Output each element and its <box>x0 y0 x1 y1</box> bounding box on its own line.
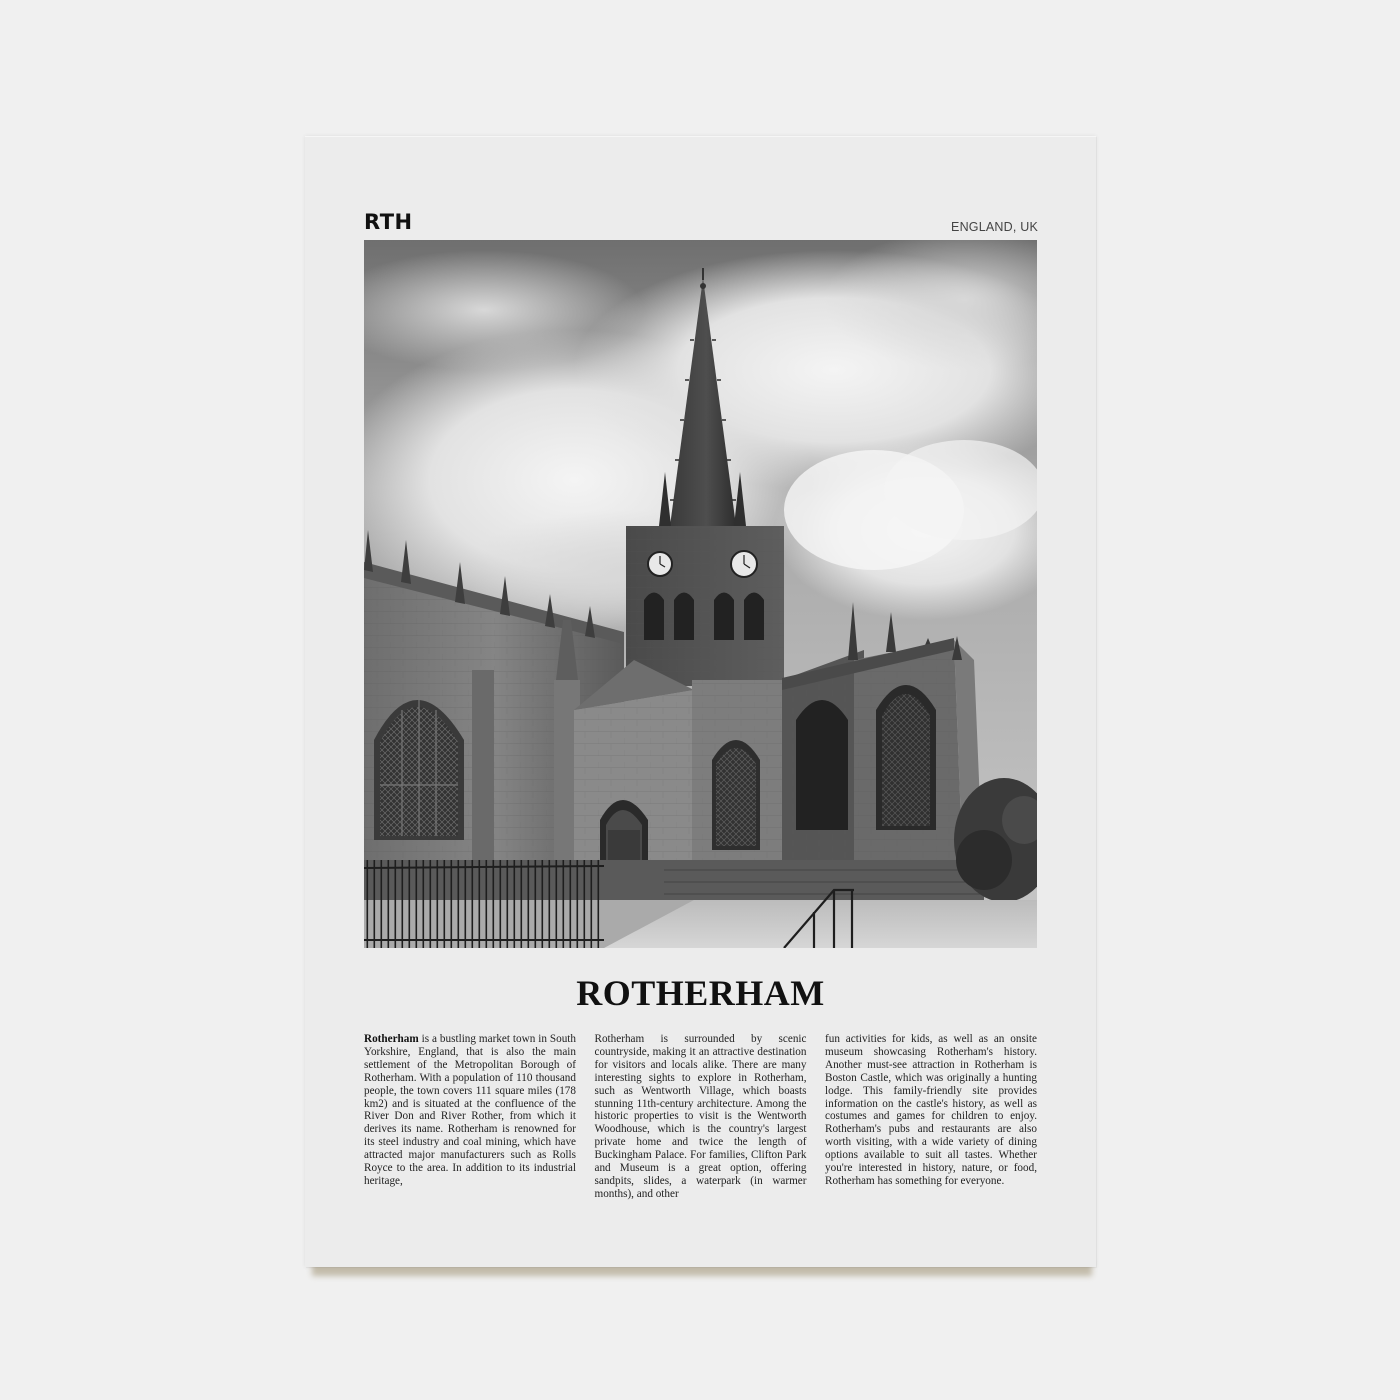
city-code: RTH <box>364 210 413 234</box>
description-column-1-text: is a bustling market town in South Yorkshire, England, that is also the main settlement of the Metropolitan Borough of Rotherham. With a population of 110 thousand people, the town covers 111 square miles (178 km2) and is situated at the confluence of the River Don and River Rother, from which it derives its name. Rotherham is renowned for its steel industry and coal mining, which have attracted major manufacturers such as Rolls Royce to the area. In addition to its industrial heritage, <box>364 1033 576 1187</box>
description-column-2: Rotherham is surrounded by scenic countryside, making it an attractive destination for visitors and locals alike. There are many interesting sights to explore in Rotherham, such as Wentworth Village, which boasts stunning 11th-century architecture. Among the historic properties to visit is the Wentworth Woodhouse, which is the country's largest private home and twice the length of Buckingham Palace. For families, Clifton Park and Museum is a great option, offering sandpits, slides, a waterpark (in warmer months), and other <box>594 1033 807 1200</box>
description-columns <box>364 1033 1037 1201</box>
location-label: ENGLAND, UK <box>951 220 1038 234</box>
description-column-1 <box>364 1033 576 1201</box>
poster <box>305 136 1096 1267</box>
church-photo <box>364 240 1037 948</box>
description-lead: Rotherham <box>364 1033 419 1045</box>
description-column-3: fun activities for kids, as well as an onsite museum showcasing Rotherham's history. Another must-see attraction in Rotherham is Boston Castle, which was originally a hunting lodge. This family-friendly site provides information on the castle's history, as well as costumes and games for children to enjoy. Rotherham's pubs and restaurants are also worth visiting, with a wide variety of dining options available to suit all tastes. Whether you're interested in history, nature, or food, Rotherham has something for everyone. <box>825 1033 1037 1187</box>
city-title: ROTHERHAM <box>576 973 825 1013</box>
